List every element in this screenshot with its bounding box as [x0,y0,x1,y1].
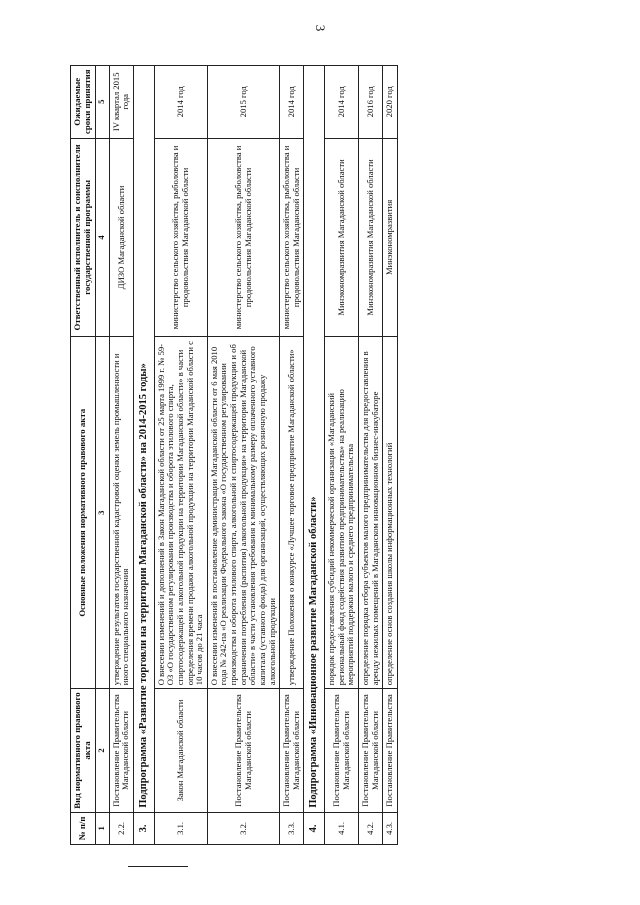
column-number: 4 [95,138,109,337]
term-cell: 2016 год [359,66,383,139]
column-number-row [95,66,109,845]
executor-cell: министерство сельского хозяйства, рыболовства и продовольствия Магаданской области [154,138,207,337]
header-term: Ожидаемые сроки принятия [71,66,96,139]
row-number: 2.2. [109,812,133,844]
table-row [109,66,133,845]
term-cell: 2014 год [280,66,304,139]
executor-cell: Минэкономразвития Магаданской области [359,138,383,337]
act-kind-cell: Постановление Правительства [383,689,398,813]
provisions-cell: определение основ создания школы информационных технологий [383,337,398,689]
row-number: 3.1. [154,812,207,844]
footnote-separator [128,866,188,867]
table-row [154,66,207,845]
table-row [325,66,359,845]
table-row [359,66,383,845]
section-title: Подпрограмма «Развитие торговли на территории Магаданской области» на 2014-2015 годы» [133,66,154,813]
header-act-kind: Вид нормативного правового акта [71,689,96,813]
executor-cell: министерство сельского хозяйства, рыболовства и продовольствия Магаданской области [207,138,279,337]
row-number: 3.2. [207,812,279,844]
act-kind-cell: Постановление Правительства Магаданской области [207,689,279,813]
table-header-row [71,66,96,845]
table-row [280,66,304,845]
act-kind-cell: Постановление Правительства Магаданской области [325,689,359,813]
row-number: 4.3. [383,812,398,844]
executor-cell: Минэкономразвития Магаданской области [325,138,359,337]
term-cell: 2014 год [325,66,359,139]
section-row [304,66,325,845]
header-executor: Ответственный исполнитель и соисполнители государственной программы [71,138,96,337]
table-body [109,66,397,845]
provisions-cell: утверждение результатов государственной кадастровой оценки земель промышленности и иного специального назначения [109,337,133,689]
table-row [207,66,279,845]
term-cell: 2014 год [154,66,207,139]
provisions-cell: определение порядка отбора субъектов малого предпринимательства для предоставления в аренду нежилых помещений в Магаданском инновационном бизнес-инкубаторе [359,337,383,689]
section-number: 4. [304,812,325,844]
header-provisions: Основные положения нормативного правового акта [71,337,96,689]
rotated-table-container [70,65,570,845]
term-cell: IV квартал 2015 года [109,66,133,139]
provisions-cell: О внесении изменений в постановление администрации Магаданской области от 6 мая 2010 года № 242-па «О реализации Федерального закона «О государственном регулировании производства и оборота этилового спирта, алкогольной и спиртосодержащей продукции и об ограничении потребления (распития) алкогольной продукции» на территории Магаданской области» в части установления требования к минимальному размеру оплаченного уставного капитала (уставного фонда) для организаций, осуществляющих розничную продажу алкогольной продукции [207,337,279,689]
column-number: 3 [95,337,109,689]
act-kind-cell: Постановление Правительства Магаданской области [359,689,383,813]
section-row [133,66,154,845]
provisions-cell: порядок предоставления субсидий некоммерческой организации «Магаданский региональный фонд содействия развитию предпринимательства» на реализацию мероприятий поддержки малого и среднего предпринимательства [325,337,359,689]
column-number: 2 [95,689,109,813]
legal-acts-table [70,65,398,845]
executor-cell: Минэкономразвития [383,138,398,337]
column-number: 5 [95,66,109,139]
act-kind-cell: Постановление Правительства Магаданской области [109,689,133,813]
term-cell: 2015 год [207,66,279,139]
executor-cell: ДИЗО Магаданской области [109,138,133,337]
row-number: 4.2. [359,812,383,844]
row-number: 3.3. [280,812,304,844]
table-row [383,66,398,845]
act-kind-cell: Постановление Правительства Магаданской области [280,689,304,813]
provisions-cell: утверждение Положения о конкурсе «Лучшее торговое предприятие Магаданской области» [280,337,304,689]
page-number: 3 [313,24,328,32]
row-number: 4.1. [325,812,359,844]
provisions-cell: О внесении изменений и дополнений в Закон Магаданской области от 25 марта 1999 г. № 59-ОЗ «О государственном регулировании производства и оборота этилового спирта, спиртосодержащей и алкогольной продукции на территории Магаданской области» в части определения времени продажи алкогольной продукции на территории Магаданской области с 10 часов до 21 часа [154,337,207,689]
header-number: № п/п [71,812,96,844]
term-cell: 2020 год [383,66,398,139]
section-number: 3. [133,812,154,844]
column-number: 1 [95,812,109,844]
executor-cell: министерство сельского хозяйства, рыболовства и продовольствия Магаданской области [280,138,304,337]
section-title: Подпрограмма «Инновационное развитие Магаданской области» [304,66,325,813]
act-kind-cell: Закон Магаданской области [154,689,207,813]
